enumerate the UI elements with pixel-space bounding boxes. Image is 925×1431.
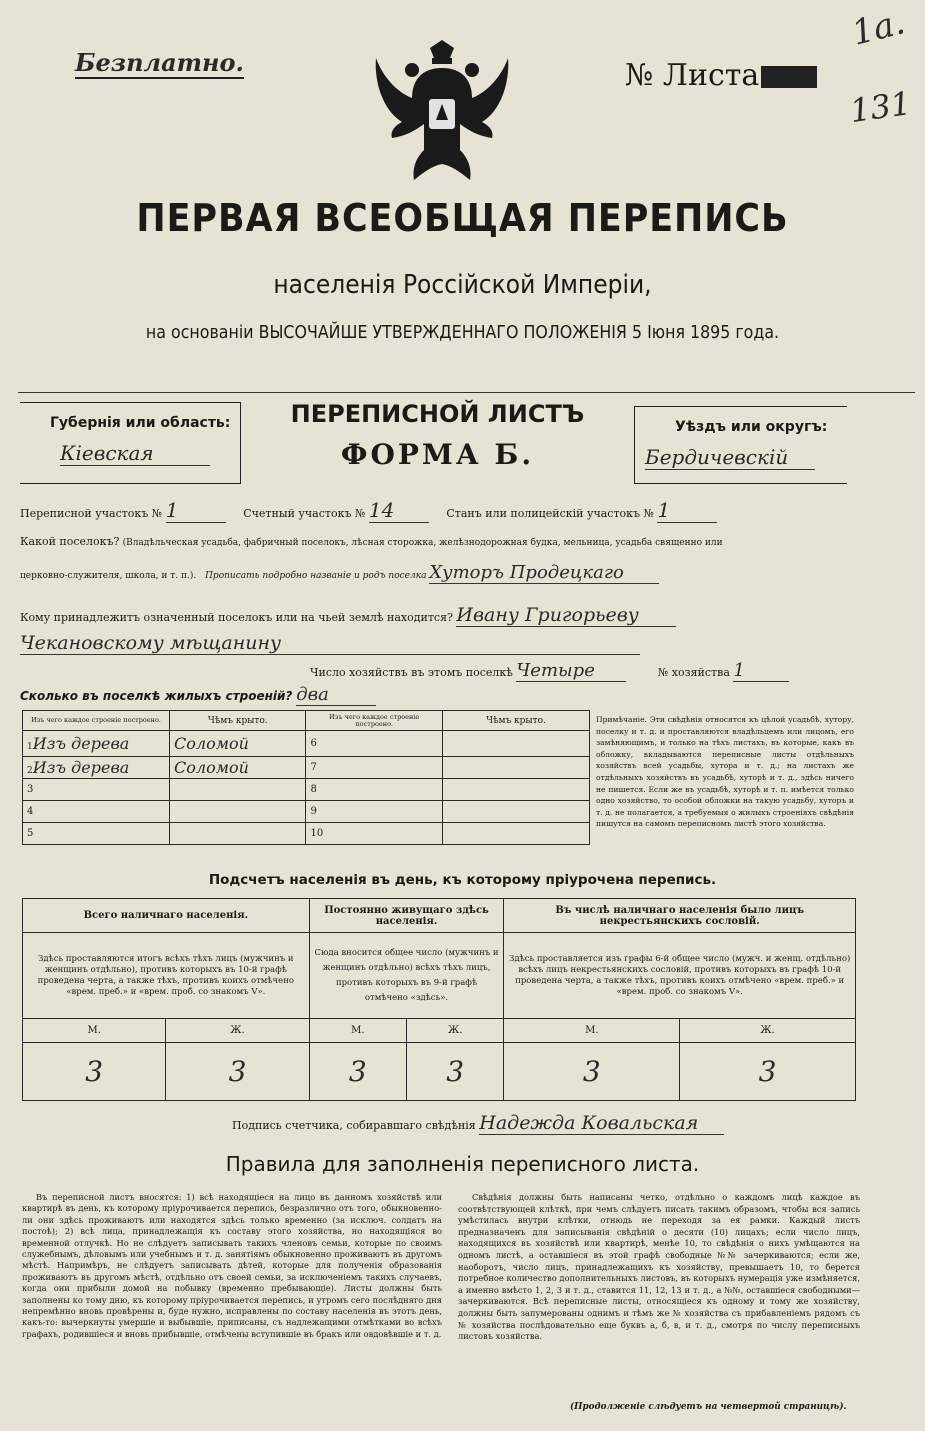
corner-mark-1: 1а. [847, 2, 909, 54]
rules-left-text: Въ переписной листъ вносятся: 1) всѣ находящіеся на лицо въ данномъ хозяйствѣ или квартирѣ въ день, къ которому пріурочивается перепись, безразлично отъ того, обыкновенно-ли они здѣсь проживаютъ или находятся здѣсь только временно (за исключ. солдатъ на постоѣ); 2) всѣ лица, принадлежащія къ составу этого хозяйства, но находящіяся во временной отлучкѣ. Но не слѣдуетъ записывать такихъ членовъ семьи, которые по своимъ служебнымъ, дѣловымъ или учебнымъ и т. д. занятіямъ обыкновенно проживаютъ въ другомъ мѣстѣ. Напримѣръ, не слѣдуетъ записывать дѣтей, которые для полученія образованія проживаютъ въ другомъ мѣстѣ, отдѣльно отъ своей семьи, за исключеніемъ такихъ случаевъ, когда они прибыли домой на побывку (временно пребывающіе). Листы должны быть заполнены ко тому дню, къ которому пріурочивается перепись, и утромъ сего послѣдняго дня непремѣнно вновь провѣрены и, буде нужно, исправлены по составу населенія въ этотъ день, какъ-то: вычеркнуты умершіе и выбывшіе, приписаны, съ надлежащими отмѣтками во всѣхъ графахъ, родившіеся и вновь прибывшіе, отмѣчены вступившіе въ бракъ или овдовѣвшіе и т. д. [22, 1192, 442, 1339]
gubernia-value: Кіевская [60, 441, 210, 466]
basis-line: на основаніи ВЫСОЧАЙШЕ УТВЕРЖДЕННАГО ПОЛОЖЕНІЯ 5 Іюня 1895 года. [145, 322, 780, 343]
corner-mark-2: 131 [847, 83, 914, 131]
count-district-value: 14 [369, 498, 429, 523]
table-row: 5 10 [23, 823, 590, 845]
tally-values-row: 3 3 3 3 3 3 [23, 1043, 856, 1101]
redacted-box [761, 66, 817, 88]
buildings-row [20, 684, 620, 706]
stan-value: 1 [657, 498, 717, 523]
tally-heading: Подсчетъ населенія въ день, къ которому пріурочена перепись. [208, 872, 717, 888]
stan-label: Станъ или полицейскій участокъ № [446, 507, 654, 520]
settlement-question: Какой поселокъ? [20, 535, 120, 548]
district-row [20, 498, 910, 523]
gubernia-label: Губернія или область: [50, 415, 231, 431]
owner-value-2: Чекановскому мѣщанину [20, 632, 640, 655]
settlement-row-2 [20, 562, 910, 584]
tally-col1-title: Всего наличнаго населенія. [23, 899, 310, 933]
col-roof-right: Чѣмъ крыто. [442, 711, 589, 731]
table-row: 2Изъ дерева Соломой 7 [23, 757, 590, 779]
signature-label: Подпись счетчика, собиравшаго свѣдѣнія [232, 1119, 476, 1132]
owner-label: Кому принадлежитъ означенный поселокъ или на чьей землѣ находится? [20, 611, 453, 624]
settlement-hint: (Владѣльческая усадьба, фабричный поселокъ, лѣсная сторожка, желѣзнодорожная будка, мельница, усадьба священно или [122, 538, 723, 548]
buildings-value: два [296, 684, 376, 706]
buildings-label: Сколько въ поселкѣ жилыхъ строеній? [20, 689, 293, 703]
col-material-left: Изъ чего каждое строеніе построено. [23, 711, 170, 731]
tally-col3-text: Здѣсь проставляется изъ графы 6-й общее число (мужч. и женщ. отдѣльно) всѣхъ лицъ некрестьянскихъ сословій, противъ которыхъ въ графѣ 10-й проведена черта, а также тѣхъ, противъ коихъ отмѣчено «врем. преб.» и «врем. проб. со знакомъ V». [504, 933, 856, 1019]
census-district-label: Переписной участокъ № [20, 507, 163, 520]
table-row: 3 8 [23, 779, 590, 801]
rules-continued: (Продолженіе слѣдуетъ на четвертой страницѣ). [570, 1402, 847, 1412]
owner-row [20, 604, 910, 627]
tally-col1-text: Здѣсь проставляются итогъ всѣхъ тѣхъ лицъ (мужчинъ и женщинъ отдѣльно), противъ которыхъ въ 10-й графѣ проведена черта, а также тѣхъ, противъ коихъ отмѣчено «врем. преб.» и «врем. проб. со знакомъ V». [23, 933, 310, 1019]
imperial-eagle-icon [372, 40, 512, 190]
buildings-table [22, 710, 590, 845]
signature-row [232, 1112, 792, 1135]
uezd-box [634, 406, 847, 484]
gubernia-box [20, 402, 241, 484]
subtitle: населенія Россійской Имперіи, [273, 270, 652, 300]
sheet-number-text: № Листа [625, 58, 760, 93]
household-no-label: № хозяйства [657, 666, 730, 679]
households-label: Число хозяйствъ въ этомъ поселкѣ [310, 666, 513, 679]
table-row: 1Изъ дерева Соломой 6 [23, 731, 590, 757]
tally-col2-text: Сюда вносится общее число (мужчинъ и женщинъ отдѣльно) всѣхъ тѣхъ лицъ, противъ которыхъ въ 9-й графѣ отмѣчено «здѣсь». [309, 933, 504, 1019]
census-district-value: 1 [166, 498, 226, 523]
sheet-title: ПЕРЕПИСНОЙ ЛИСТЪ [290, 400, 585, 428]
households-row [310, 660, 910, 682]
count-district-label: Счетный участокъ № [243, 507, 366, 520]
divider [18, 392, 915, 393]
tally-col3-title: Въ числѣ наличнаго населенія было лицъ некрестьянскихъ сословій. [504, 899, 856, 933]
table-row: 4 9 [23, 801, 590, 823]
uezd-label: Уѣздъ или округъ: [675, 419, 828, 435]
col-material-right: Изъ чего каждое строеніе построено. [306, 711, 442, 731]
tally-col2-title: Постоянно живущаго здѣсь населенія. [309, 899, 504, 933]
sheet-number-label [625, 58, 817, 93]
rules-right-text: Свѣдѣнія должны быть написаны четко, отдѣльно о каждомъ лицѣ каждое въ соотвѣтствующей клѣткѣ, при чемъ слѣдуетъ писать такимъ образомъ, чтобы вся запись умѣстилась внутри клѣтки, отнюдь не переходя за ея рамки. Каждый листъ предназначенъ для записыванія свѣдѣній о десяти (10) лицахъ; если число лицъ, находящихся въ хозяйствѣ или квартирѣ, менѣе 10, то свѣдѣнія о нихъ умѣщаются на одномъ листѣ, а оставшіеся въ этой графѣ свободные №№ зачеркиваются; если же, наоборотъ, число лицъ, принадлежащихъ къ хозяйству, превышаетъ 10, то берется потребное количество дополнительныхъ листовъ, въ которыхъ нумерація уже измѣняется, а именно вмѣсто 1, 2, 3 и т. д., ставится 11, 12, 13 и т. д., а №№, оставшіеся свободными—зачеркиваются. Всѣ переписные листы, относящіеся къ одному и тому же хозяйству, должны быть запумерованы однимъ и тѣмъ же № хозяйства съ прибавленіемъ рядомъ съ № хозяйства послѣдовательно еще буквъ а, б, в, и т. д., смотря по числу переписныхъ листовъ хозяйства. [458, 1192, 860, 1342]
main-title: ПЕРВАЯ ВСЕОБЩАЯ ПЕРЕПИСЬ [136, 196, 789, 240]
owner-value-1: Ивану Григорьеву [456, 604, 676, 627]
rules-heading: Правила для заполненія переписного листа. [225, 1152, 700, 1176]
settlement-hint-3: Прописать подробно названіе и родъ поселка [205, 571, 427, 581]
settlement-hint-2: церковно-служителя, школа, и т. п.). [20, 571, 197, 581]
note-text: Примѣчаніе. Эти свѣдѣнія относятся къ цѣлой усадьбѣ, хутору, поселку и т. д. и проставляются владѣльцемъ или лицомъ, его замѣняющимъ, и только на тѣхъ листахъ, въ которые, какъ въ обложку, вкладываются переписные листы отдѣльныхъ хозяйствъ всей усадьбы, хутора и т. д.; на листахъ же отдѣльныхъ хозяйствъ въ усадьбѣ, хуторѣ и т. д., здѣсь ничего не пишется. Если же въ усадьбѣ, хуторѣ и т. п. имѣется только одно хозяйство, то особой обложки на такую усадьбу, хуторъ и т. д. не полагается, а требуемыя о жилыхъ строеніяхъ свѣдѣнія пишутся на самомъ переписномъ листѣ этого хозяйства. [596, 715, 854, 829]
signature-value: Надежда Ковальская [479, 1112, 724, 1135]
settlement-row [20, 535, 910, 548]
settlement-value: Хуторъ Продецкаго [429, 562, 659, 584]
uezd-value: Бердичевскій [645, 445, 815, 470]
free-label: Безплатно. [75, 48, 244, 77]
tally-table: Всего наличнаго населенія. Постоянно живущаго здѣсь населенія. Въ числѣ наличнаго населенія было лицъ некрестьянскихъ сословій. Здѣсь проставляются итогъ всѣхъ тѣхъ лицъ (мужчинъ и женщинъ отдѣльно), противъ которыхъ въ 10-й графѣ проведена черта, а также тѣхъ, противъ коихъ отмѣчено «врем. преб.» и «врем. проб. со знакомъ V». Сюда вносится общее число (мужчинъ и женщинъ отдѣльно) всѣхъ тѣхъ лицъ, противъ которыхъ въ 9-й графѣ отмѣчено «здѣсь». Здѣсь проставляется изъ графы 6-й общее число (мужч. и женщ. отдѣльно) всѣхъ лицъ некрестьянскихъ сословій, противъ которыхъ въ графѣ 10-й проведена черта, а также тѣхъ, противъ коихъ отмѣчено «врем. преб.» и «врем. проб. со знакомъ V». М. Ж. М. Ж. М. Ж. 3 3 3 3 3 3 [22, 898, 856, 1101]
household-no-value: 1 [733, 660, 789, 682]
households-value: Четыре [516, 660, 626, 682]
form-name: ФОРМА Б. [340, 438, 535, 471]
col-roof-left: Чѣмъ крыто. [170, 711, 306, 731]
